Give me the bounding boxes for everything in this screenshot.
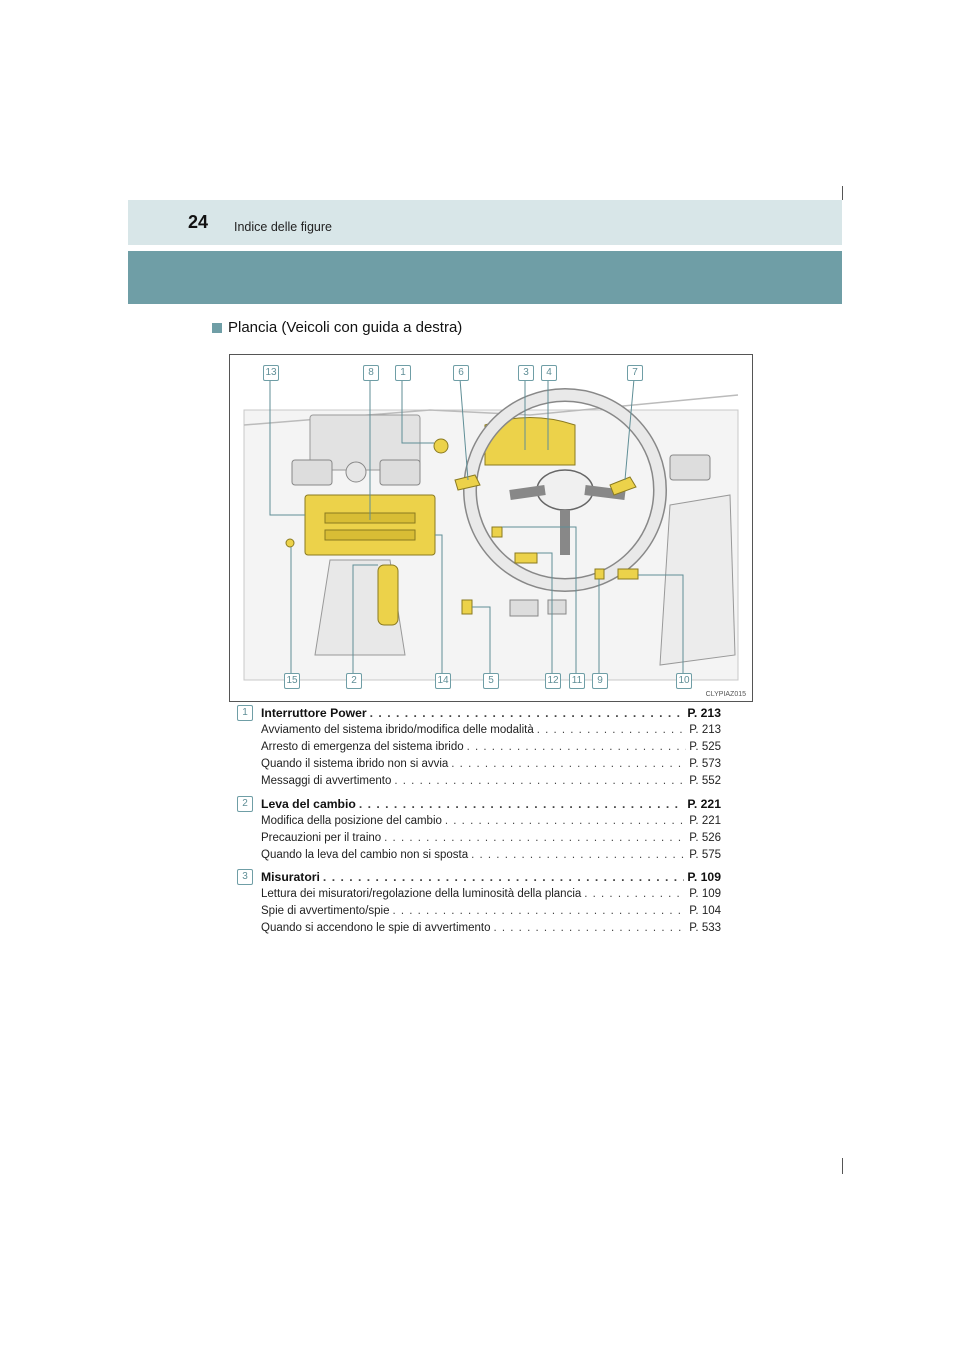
callout-11: 11 [569, 673, 585, 689]
leader-dots [584, 888, 686, 900]
item-label: Quando il sistema ibrido non si avvia [261, 758, 449, 770]
entry-number: 2 [237, 796, 253, 812]
leader-dots [467, 741, 687, 753]
entry-title-label: Misuratori [261, 870, 320, 884]
dashboard-illustration [229, 354, 753, 702]
section-bullet-icon [212, 323, 222, 333]
page-ref[interactable]: P. 213 [687, 706, 721, 720]
page-number: 24 [188, 212, 209, 232]
entry-title-label: Leva del cambio [261, 797, 356, 811]
entry-title [261, 706, 721, 720]
callout-7: 7 [627, 365, 643, 381]
entry-item [261, 922, 721, 934]
page-ref[interactable]: P. 552 [689, 775, 721, 787]
page-ref[interactable]: P. 533 [689, 922, 721, 934]
entry-title-label: Interruttore Power [261, 706, 367, 720]
leader-dots [394, 775, 686, 787]
leader-dots [384, 832, 686, 844]
page-ref[interactable]: P. 109 [689, 888, 721, 900]
entry-item [261, 775, 721, 787]
callout-4: 4 [541, 365, 557, 381]
item-label: Lettura dei misuratori/regolazione della luminosità della plancia [261, 888, 582, 900]
item-label: Messaggi di avvertimento [261, 775, 392, 787]
section-heading [212, 319, 462, 336]
page-ref[interactable]: P. 104 [689, 905, 721, 917]
leader-dots [370, 706, 685, 720]
entry-item [261, 724, 721, 736]
entry-number: 3 [237, 869, 253, 885]
callout-1: 1 [395, 365, 411, 381]
entry-item [261, 849, 721, 861]
crop-mark [842, 186, 843, 200]
callout-8: 8 [363, 365, 379, 381]
page-ref[interactable]: P. 525 [689, 741, 721, 753]
leader-dots [359, 797, 685, 811]
entry-item [261, 815, 721, 827]
callout-6: 6 [453, 365, 469, 381]
entry-title [261, 797, 721, 811]
entry-item [261, 741, 721, 753]
callout-2: 2 [346, 673, 362, 689]
item-label: Precauzioni per il traino [261, 832, 382, 844]
entry-item [261, 758, 721, 770]
entry-item [261, 832, 721, 844]
page-header-title: Indice delle figure [234, 220, 332, 234]
crop-mark [842, 1158, 843, 1174]
header-band-dark [128, 251, 842, 304]
leader-dots [445, 815, 686, 827]
entry-number: 1 [237, 705, 253, 721]
section-title: Plancia (Veicoli con guida a destra) [228, 319, 463, 336]
leader-dots [392, 905, 686, 917]
item-label: Quando la leva del cambio non si sposta [261, 849, 469, 861]
page-ref[interactable]: P. 109 [687, 870, 721, 884]
leader-dots [494, 922, 687, 934]
callout-15: 15 [284, 673, 300, 689]
item-label: Arresto di emergenza del sistema ibrido [261, 741, 464, 753]
callout-14: 14 [435, 673, 451, 689]
leader-dots [323, 870, 684, 884]
figure-code: CLYPIAZ015 [705, 691, 746, 698]
leader-dots [537, 724, 687, 736]
page-ref[interactable]: P. 221 [687, 797, 721, 811]
leader-dots [451, 758, 686, 770]
item-label: Spie di avvertimento/spie [261, 905, 390, 917]
dashboard-drawing [230, 355, 752, 701]
callout-13: 13 [263, 365, 279, 381]
page-ref[interactable]: P. 213 [689, 724, 721, 736]
entry-item [261, 888, 721, 900]
callout-5: 5 [483, 673, 499, 689]
leader-dots [471, 849, 686, 861]
item-label: Modifica della posizione del cambio [261, 815, 442, 827]
item-label: Quando si accendono le spie di avvertimento [261, 922, 491, 934]
page-ref[interactable]: P. 573 [689, 758, 721, 770]
entry-item [261, 905, 721, 917]
page-ref[interactable]: P. 221 [689, 815, 721, 827]
item-label: Avviamento del sistema ibrido/modifica delle modalità [261, 724, 534, 736]
page-ref[interactable]: P. 526 [689, 832, 721, 844]
callout-10: 10 [676, 673, 692, 689]
entry-title [261, 870, 721, 884]
callout-3: 3 [518, 365, 534, 381]
callout-9: 9 [592, 673, 608, 689]
callout-12: 12 [545, 673, 561, 689]
page-ref[interactable]: P. 575 [689, 849, 721, 861]
